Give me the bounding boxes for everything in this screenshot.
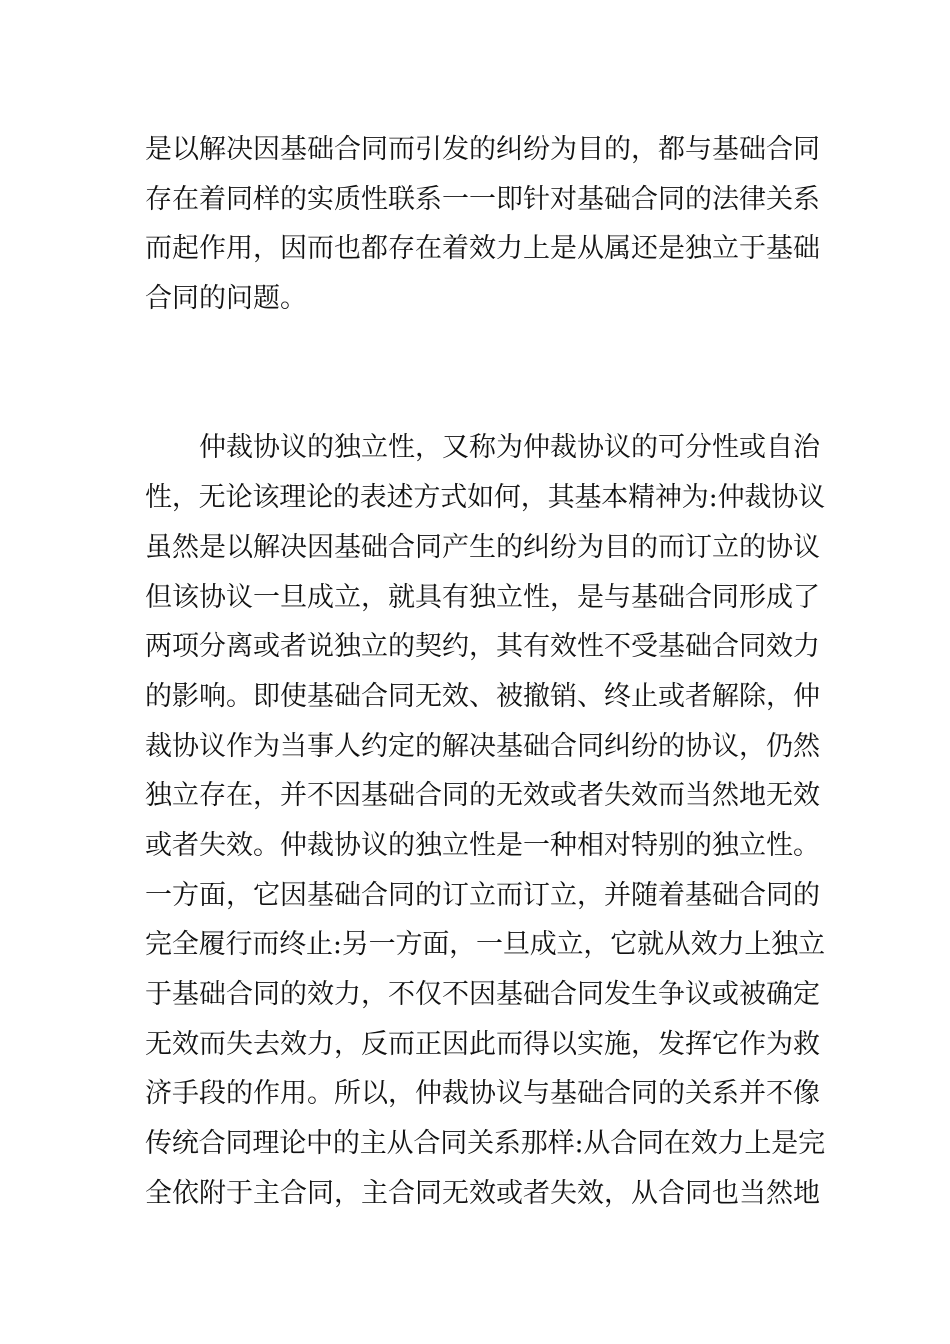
paragraph-2-line-5: 两项分离或者说独立的契约，其有效性不受基础合同效力 [145,631,820,662]
paragraph-2-line-16: 全依附于主合同，主合同无效或者失效，从合同也当然地 [145,1178,820,1209]
paragraph-2-line-15: 传统合同理论中的主从合同关系那样:从合同在效力上是完 [145,1128,825,1159]
paragraph-2-line-13: 无效而失去效力，反而正因此而得以实施，发挥它作为救 [145,1029,820,1060]
paragraph-2-line-2: 性，无论该理论的表述方式如何，其基本精神为:仲裁协议 [145,482,825,513]
paragraph-2-line-9: 或者失效。仲裁协议的独立性是一种相对特别的独立性。 [145,830,820,861]
paragraph-1-line-3: 而起作用，因而也都存在着效力上是从属还是独立于基础 [145,233,820,264]
paragraph-2-line-6: 的影响。即使基础合同无效、被撤销、终止或者解除，仲 [145,681,820,712]
paragraph-2-line-4: 但该协议一旦成立，就具有独立性，是与基础合同形成了 [145,582,820,613]
paragraph-2-line-7: 裁协议作为当事人约定的解决基础合同纠纷的协议，仍然 [145,731,820,762]
paragraph-2-line-8: 独立存在，并不因基础合同的无效或者失效而当然地无效 [145,780,820,811]
paragraph-2-line-12: 于基础合同的效力，不仅不因基础合同发生争议或被确定 [145,979,820,1010]
paragraph-1-line-1: 是以解决因基础合同而引发的纠纷为目的，都与基础合同 [145,134,820,165]
paragraph-1-line-2: 存在着同样的实质性联系一一即针对基础合同的法律关系 [145,184,820,215]
paragraph-2-line-10: 一方面，它因基础合同的订立而订立，并随着基础合同的 [145,880,820,911]
paragraph-2-line-14: 济手段的作用。所以，仲裁协议与基础合同的关系并不像 [145,1078,820,1109]
paragraph-2-line-11: 完全履行而终止:另一方面，一旦成立，它就从效力上独立 [145,929,825,960]
paragraph-2-line-3: 虽然是以解决因基础合同产生的纠纷为目的而订立的协议 [145,532,820,563]
paragraph-1-line-4: 合同的问题。 [145,283,307,314]
paragraph-2-line-1: 仲裁协议的独立性，又称为仲裁协议的可分性或自治 [145,432,820,463]
